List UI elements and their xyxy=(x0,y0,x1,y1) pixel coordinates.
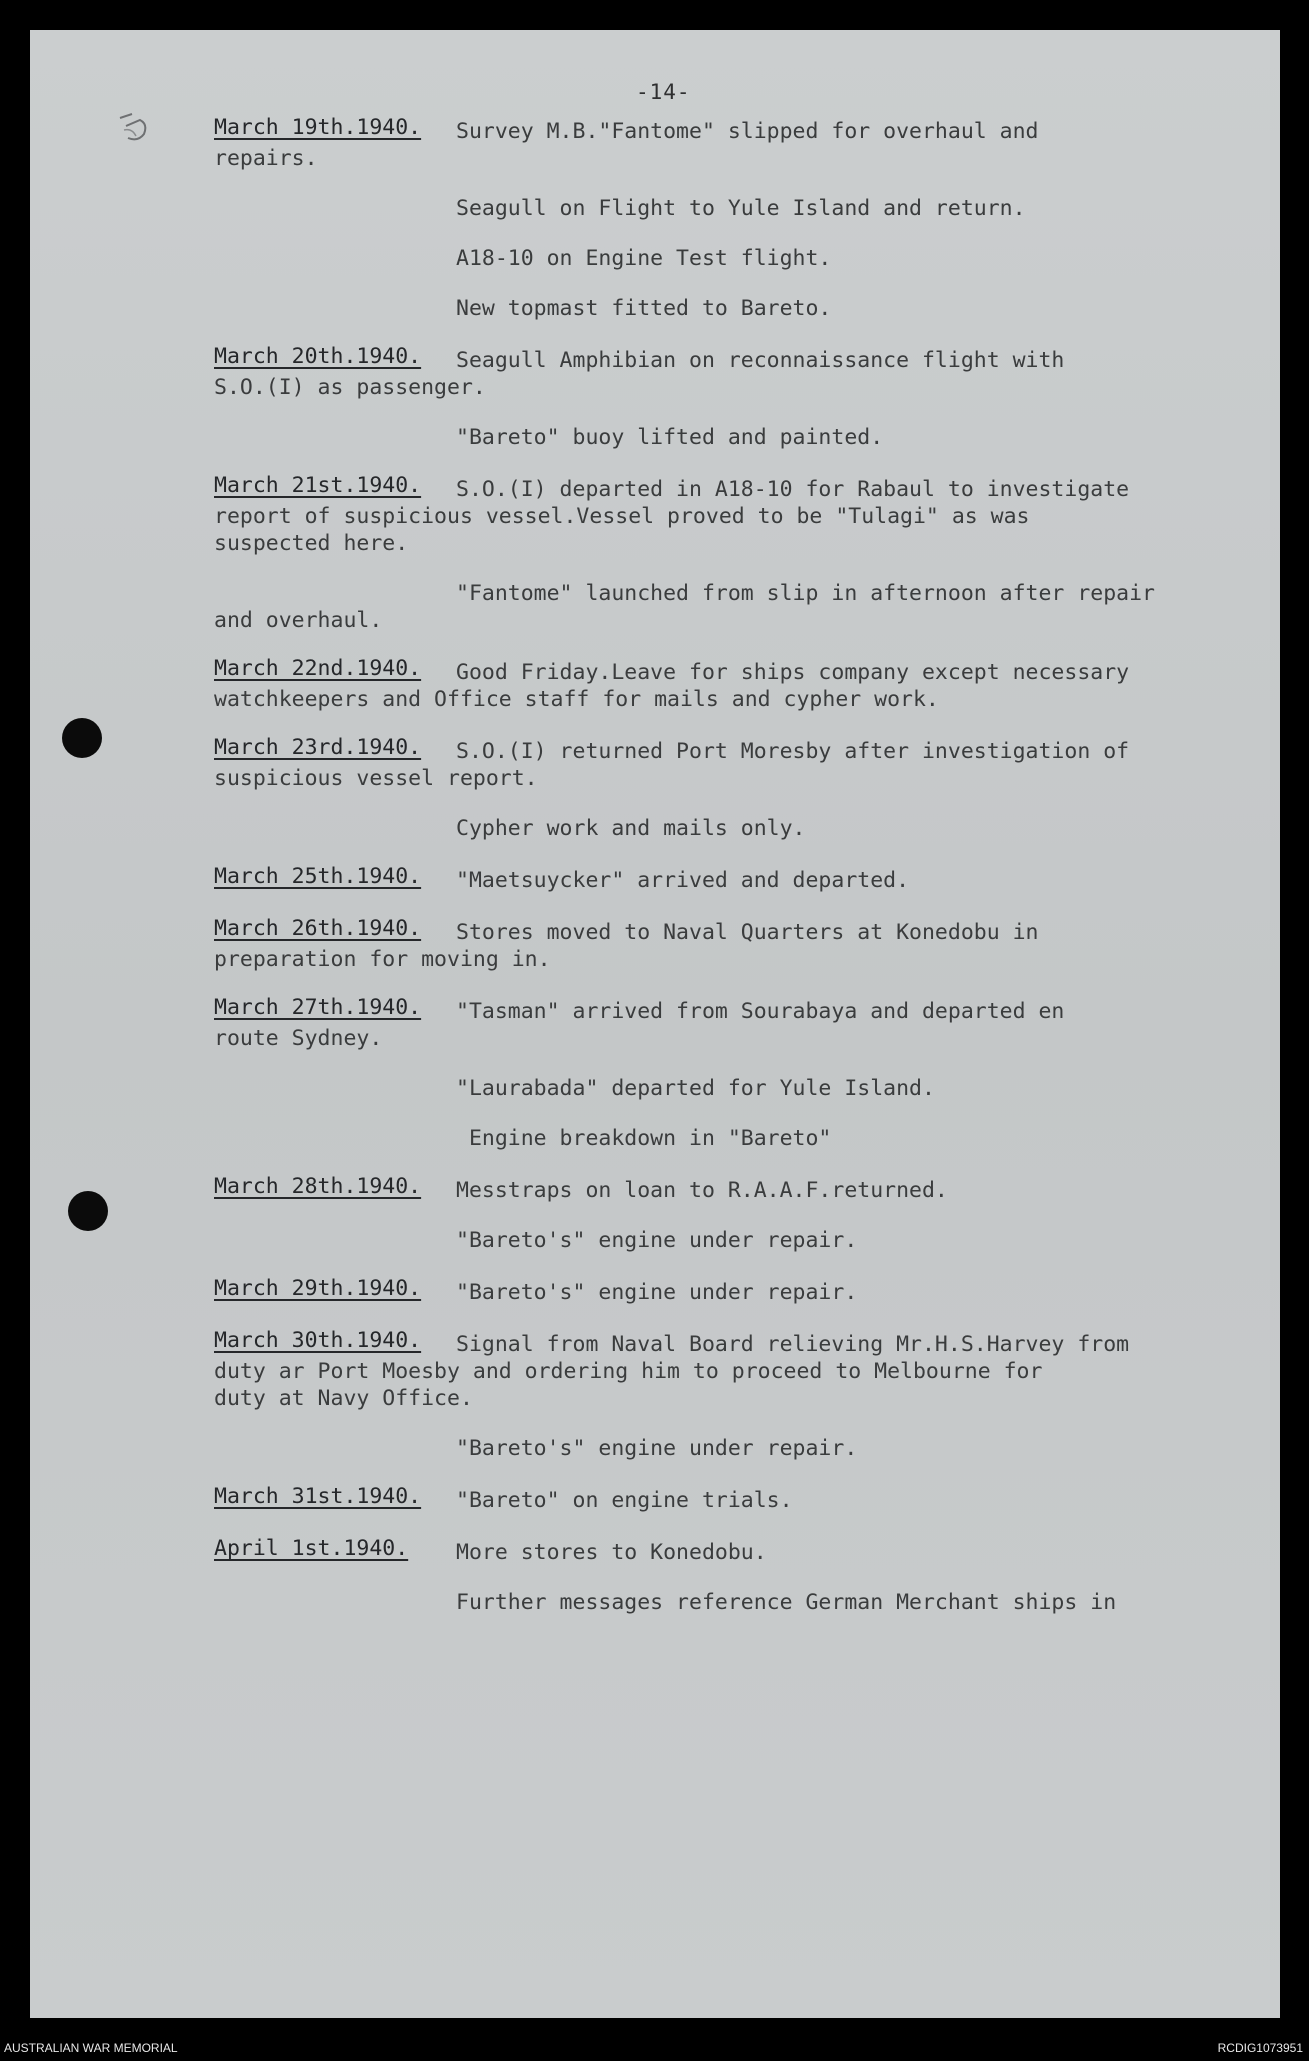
entry-text-first-line: "Tasman" arrived from Sourabaya and departed en xyxy=(456,999,1065,1024)
log-entry: March 28th.1940. Messtraps on loan to R.A.A.F.returned. "Bareto's" engine under repair. xyxy=(214,1177,1284,1254)
entry-paragraph-line: Further messages reference German Merchant ships in xyxy=(456,1590,1117,1615)
log-entry: March 25th.1940. "Maetsuycker" arrived and departed. xyxy=(214,867,1284,894)
entry-text-first-line: S.O.(I) departed in A18-10 for Rabaul to investigate xyxy=(456,477,1130,502)
entry-text-line: suspicious vessel report. xyxy=(214,766,538,791)
log-entry: March 23rd.1940. S.O.(I) returned Port Moresby after investigation of suspicious vessel report. Cypher work and mails only. xyxy=(214,738,1284,842)
entry-text-first-line: Messtraps on loan to R.A.A.F.returned. xyxy=(456,1178,948,1203)
log-entry: March 21st.1940. S.O.(I) departed in A18-10 for Rabaul to investigate report of suspicious vessel.Vessel proved to be "Tulagi" as was suspected here. "Fantome" launched from slip in afternoon after repair and overhaul. xyxy=(214,476,1284,634)
entry-text-line: report of suspicious vessel.Vessel proved to be "Tulagi" as was xyxy=(214,504,1030,529)
entry-text-first-line: "Bareto's" engine under repair. xyxy=(456,1280,858,1305)
entry-text-line: preparation for moving in. xyxy=(214,947,551,972)
entry-paragraph-line: Seagull on Flight to Yule Island and return. xyxy=(456,196,1026,221)
entry-paragraph-line: "Bareto's" engine under repair. xyxy=(456,1228,858,1253)
entry-text-first-line: Survey M.B."Fantome" slipped for overhaul and xyxy=(456,119,1039,144)
entry-paragraph-line: "Bareto's" engine under repair. xyxy=(456,1436,858,1461)
footer-archive-name: AUSTRALIAN WAR MEMORIAL xyxy=(4,2041,178,2055)
entry-text-first-line: Good Friday.Leave for ships company except necessary xyxy=(456,660,1130,685)
log-entry: March 31st.1940. "Bareto" on engine trials. xyxy=(214,1487,1284,1514)
page-number: -14- xyxy=(636,80,691,104)
log-entry: March 26th.1940. Stores moved to Naval Quarters at Konedobu in preparation for moving in. xyxy=(214,919,1284,973)
entry-text-line: route Sydney. xyxy=(214,1026,383,1051)
entry-paragraph-line: and overhaul. xyxy=(214,608,383,633)
punch-hole-top xyxy=(62,718,102,758)
entry-text-first-line: Stores moved to Naval Quarters at Konedobu in xyxy=(456,920,1039,945)
entry-text-line: suspected here. xyxy=(214,531,409,556)
entry-text-first-line: Signal from Naval Board relieving Mr.H.S.Harvey from xyxy=(456,1332,1130,1357)
entry-text-first-line: More stores to Konedobu. xyxy=(456,1540,767,1565)
log-entry: March 19th.1940. Survey M.B."Fantome" slipped for overhaul and repairs. Seagull on Flight to Yule Island and return. A18-10 on Engine Test flight. New topmast fitted to Bareto. xyxy=(214,118,1284,322)
entry-text-line: duty at Navy Office. xyxy=(214,1386,473,1411)
entry-paragraph-line: New topmast fitted to Bareto. xyxy=(456,296,832,321)
entry-paragraph-line: Engine breakdown in "Bareto" xyxy=(456,1126,832,1151)
entry-paragraph-line: "Fantome" launched from slip in afternoon after repair xyxy=(456,581,1155,606)
paper-tear-mark xyxy=(118,112,154,146)
log-entry: March 22nd.1940. Good Friday.Leave for ships company except necessary watchkeepers and Office staff for mails and cypher work. xyxy=(214,659,1284,713)
log-entry: March 27th.1940. "Tasman" arrived from Sourabaya and departed en route Sydney. "Laurabada" departed for Yule Island. Engine breakdown in "Bareto" xyxy=(214,998,1284,1152)
log-entry: March 20th.1940. Seagull Amphibian on reconnaissance flight with S.O.(I) as passenger. "Bareto" buoy lifted and painted. xyxy=(214,347,1284,451)
entry-text-first-line: S.O.(I) returned Port Moresby after investigation of xyxy=(456,739,1130,764)
entry-text-line: S.O.(I) as passenger. xyxy=(214,375,486,400)
log-entry: March 30th.1940. Signal from Naval Board relieving Mr.H.S.Harvey from duty ar Port Moesby and ordering him to proceed to Melbourne for duty at Navy Office. "Bareto's" engine under repair. xyxy=(214,1331,1284,1462)
log-entries xyxy=(214,115,1284,1641)
punch-hole-bottom xyxy=(68,1191,108,1231)
entry-text-line: repairs. xyxy=(214,146,318,171)
entry-text-first-line: "Maetsuycker" arrived and departed. xyxy=(456,868,910,893)
footer-record-id: RCDIG1073951 xyxy=(1217,2041,1303,2055)
entry-text-line: watchkeepers and Office staff for mails and cypher work. xyxy=(214,687,939,712)
entry-paragraph-line: A18-10 on Engine Test flight. xyxy=(456,246,832,271)
entry-paragraph-line: "Bareto" buoy lifted and painted. xyxy=(456,425,884,450)
entry-paragraph-line: "Laurabada" departed for Yule Island. xyxy=(456,1076,935,1101)
entry-text-line: duty ar Port Moesby and ordering him to proceed to Melbourne for xyxy=(214,1359,1043,1384)
log-entry: March 29th.1940. "Bareto's" engine under repair. xyxy=(214,1279,1284,1306)
entry-text-first-line: Seagull Amphibian on reconnaissance flight with xyxy=(456,348,1065,373)
entry-text-first-line: "Bareto" on engine trials. xyxy=(456,1488,793,1513)
entry-paragraph-line: Cypher work and mails only. xyxy=(456,816,806,841)
log-entry: April 1st.1940. More stores to Konedobu. Further messages reference German Merchant ships in xyxy=(214,1539,1284,1616)
